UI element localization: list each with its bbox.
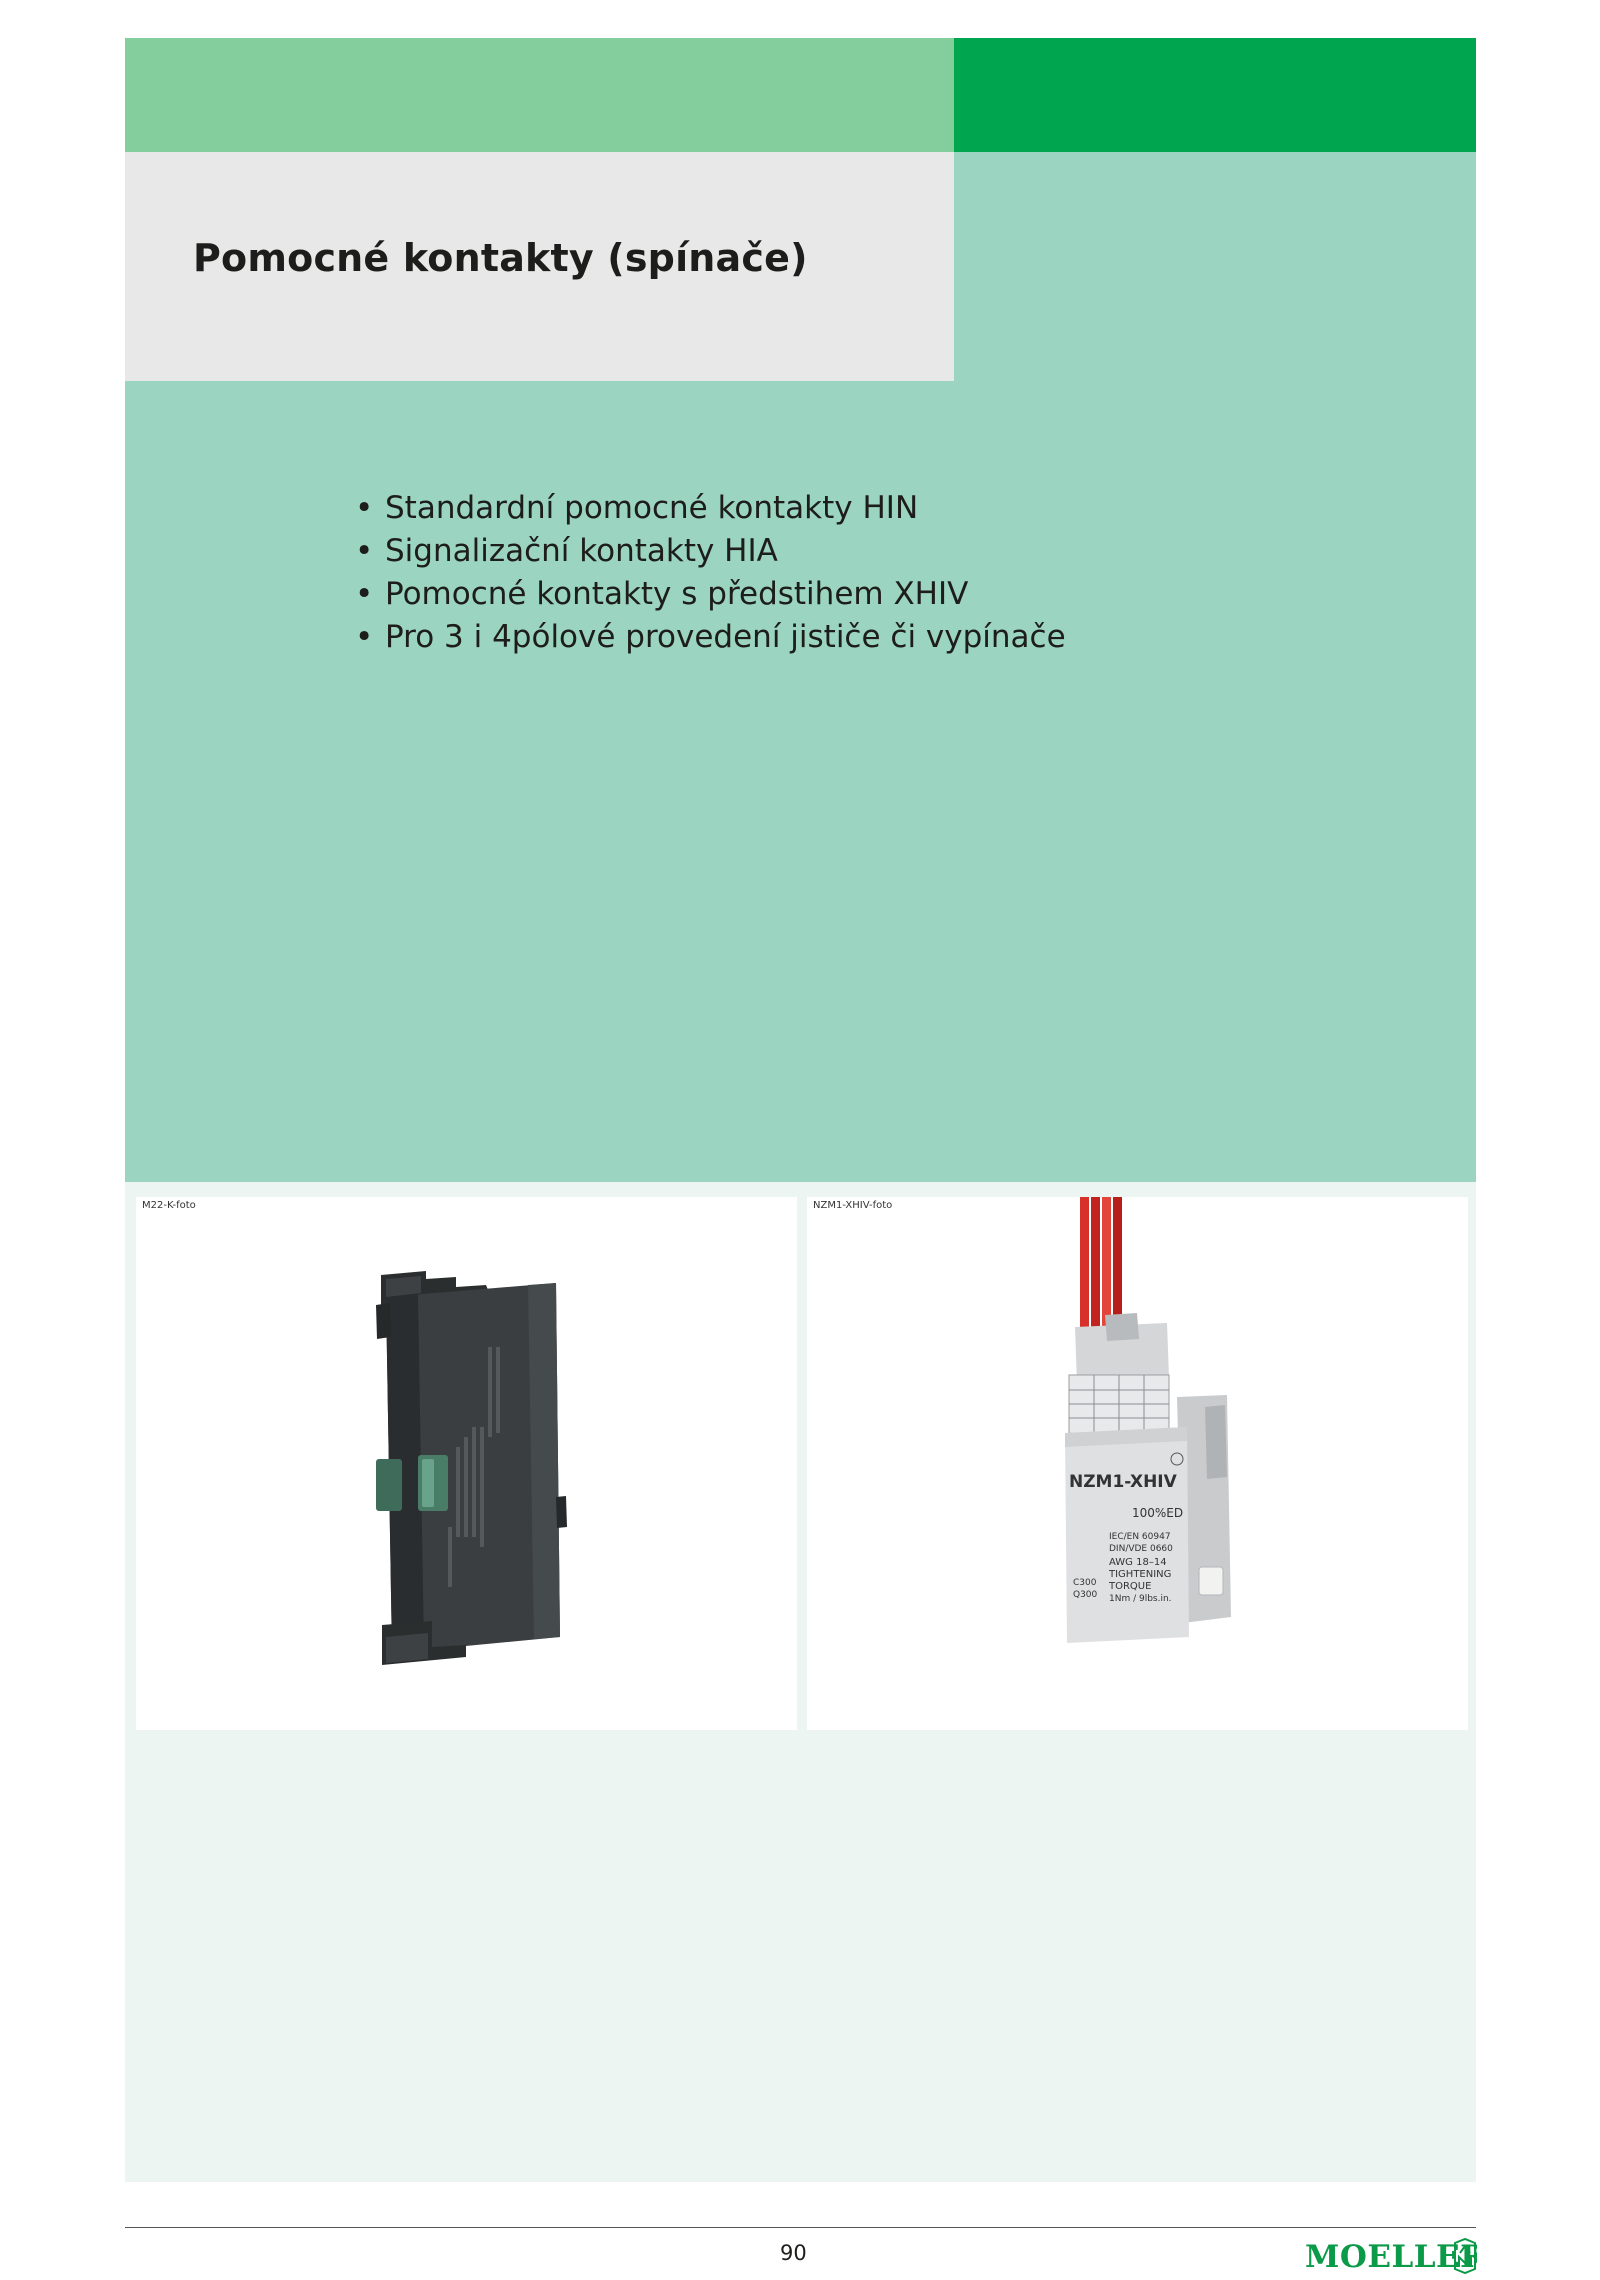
svg-text:DIN/VDE 0660: DIN/VDE 0660 bbox=[1109, 1544, 1173, 1554]
photo-caption: M22-K-foto bbox=[142, 1200, 196, 1211]
svg-text:Q300: Q300 bbox=[1073, 1590, 1098, 1600]
svg-text:IEC/EN 60947: IEC/EN 60947 bbox=[1109, 1532, 1171, 1542]
svg-text:TIGHTENING: TIGHTENING bbox=[1109, 1569, 1172, 1580]
list-item: • Pro 3 i 4pólové provedení jističe či vypínače bbox=[355, 616, 1066, 659]
list-item: • Pomocné kontakty s předstihem XHIV bbox=[355, 573, 1066, 616]
photo-nzm1-xhiv bbox=[807, 1197, 1468, 1730]
list-item: • Standardní pomocné kontakty HIN bbox=[355, 487, 1066, 530]
list-item: • Signalizační kontakty HIA bbox=[355, 530, 1066, 573]
bullet-icon: • bbox=[355, 576, 374, 612]
xhiv-model-label: NZM1-XHIV bbox=[1069, 1472, 1177, 1492]
photo-caption: NZM1-XHIV-foto bbox=[813, 1200, 893, 1211]
header-band-light bbox=[125, 38, 954, 152]
moeller-logo bbox=[1305, 2236, 1477, 2280]
svg-text:1Nm / 9lbs.in.: 1Nm / 9lbs.in. bbox=[1109, 1594, 1172, 1604]
brand-name: MOELLER bbox=[1305, 2239, 1477, 2275]
bullet-icon: • bbox=[355, 490, 374, 526]
moeller-logo-mark bbox=[1305, 2236, 1477, 2276]
xhiv-duty-label: 100%ED bbox=[1132, 1506, 1184, 1520]
svg-text:AWG 18–14: AWG 18–14 bbox=[1109, 1557, 1167, 1568]
contact-block-image bbox=[136, 1197, 797, 1730]
bullet-icon: • bbox=[355, 619, 374, 655]
auxiliary-contact-image bbox=[807, 1197, 1468, 1730]
page-title: Pomocné kontakty (spínače) bbox=[193, 236, 808, 280]
svg-text:TORQUE: TORQUE bbox=[1109, 1581, 1152, 1592]
photo-m22-k bbox=[136, 1197, 797, 1730]
svg-text:C300: C300 bbox=[1073, 1578, 1097, 1588]
bullet-icon: • bbox=[355, 533, 374, 569]
header-band-dark bbox=[954, 38, 1476, 152]
feature-list bbox=[355, 487, 1066, 659]
page-number: 90 bbox=[780, 2241, 807, 2265]
footer-rule bbox=[125, 2227, 1476, 2228]
